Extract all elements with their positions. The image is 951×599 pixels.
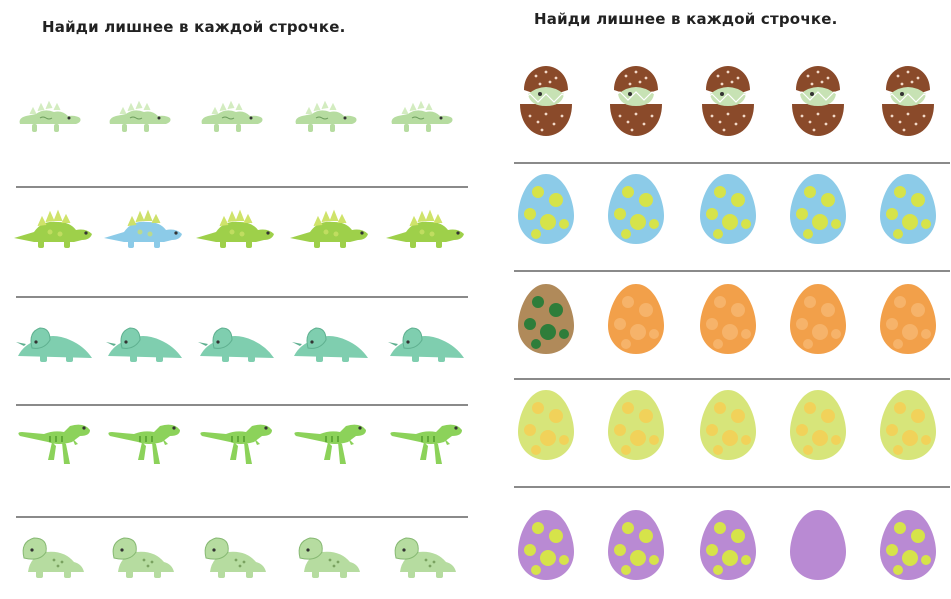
stegosaurus-icon [104,100,184,140]
dinosaur-stegosaurus [196,100,276,140]
egg-blue-spotted-egg [788,172,848,246]
egg-blue-spotted-egg [516,172,576,246]
dinosaur-baby-triceratops [104,532,178,580]
dinosaur-baby-triceratops [14,532,88,580]
dinosaur-stegosaurus [290,208,370,250]
dinosaur-t-rex [14,420,96,468]
right-page-title: Найди лишнее в каждой строчке. [534,10,838,28]
dinosaur-stegosaurus [14,100,94,140]
row-divider-line [514,486,950,488]
egg-hatching-egg [878,64,938,138]
stegosaurus-icon [104,208,184,250]
hatching-egg-icon [878,64,938,138]
right-worksheet-page [480,0,951,599]
egg-purple-spotted-egg [788,508,848,582]
hatching-egg-icon [516,64,576,138]
dinosaur-triceratops [14,318,96,364]
yellow-green-egg-icon [606,388,666,462]
dinosaur-triceratops [386,318,468,364]
egg-purple-spotted-egg [878,508,938,582]
blue-spotted-egg-icon [606,172,666,246]
purple-spotted-egg-icon [516,508,576,582]
purple-spotted-egg-icon [606,508,666,582]
egg-purple-spotted-egg [516,508,576,582]
egg-purple-spotted-egg [698,508,758,582]
baby-triceratops-icon [196,532,270,580]
dinosaur-t-rex [290,420,372,468]
t-rex-icon [104,420,186,468]
dinosaur-stegosaurus [14,208,94,250]
dinosaur-stegosaurus [104,100,184,140]
triceratops-icon [14,318,96,364]
yellow-green-egg-icon [698,388,758,462]
yellow-green-egg-icon [516,388,576,462]
dinosaur-baby-triceratops [386,532,460,580]
yellow-green-egg-icon [878,388,938,462]
yellow-green-egg-icon [788,388,848,462]
baby-triceratops-icon [104,532,178,580]
egg-yellow-green-egg [698,388,758,462]
dinosaur-stegosaurus [290,100,370,140]
triceratops-icon [290,318,372,364]
row-divider-line [16,296,468,298]
orange-spotted-egg-icon [516,282,576,356]
blue-spotted-egg-icon [698,172,758,246]
dinosaur-triceratops [196,318,278,364]
t-rex-icon [290,420,372,468]
egg-blue-spotted-egg [698,172,758,246]
egg-yellow-green-egg [788,388,848,462]
egg-yellow-green-egg [606,388,666,462]
dinosaur-stegosaurus [386,100,466,140]
triceratops-icon [104,318,186,364]
dinosaur-triceratops [104,318,186,364]
egg-orange-spotted-egg [606,282,666,356]
orange-spotted-egg-icon [698,282,758,356]
dinosaur-stegosaurus [196,208,276,250]
stegosaurus-icon [196,100,276,140]
row-divider-line [16,404,468,406]
dinosaur-baby-triceratops [290,532,364,580]
t-rex-icon [196,420,278,468]
dinosaur-t-rex [104,420,186,468]
dinosaur-stegosaurus [104,208,184,250]
stegosaurus-icon [14,208,94,250]
row-divider-line [514,270,950,272]
orange-spotted-egg-icon [606,282,666,356]
orange-spotted-egg-icon [788,282,848,356]
t-rex-icon [386,420,468,468]
egg-hatching-egg [698,64,758,138]
t-rex-icon [14,420,96,468]
dinosaur-baby-triceratops [196,532,270,580]
purple-spotted-egg-icon [698,508,758,582]
egg-yellow-green-egg [878,388,938,462]
row-divider-line [16,186,468,188]
stegosaurus-icon [386,208,466,250]
dinosaur-triceratops [290,318,372,364]
egg-orange-spotted-egg [878,282,938,356]
row-divider-line [16,516,468,518]
baby-triceratops-icon [14,532,88,580]
egg-hatching-egg [606,64,666,138]
dinosaur-t-rex [196,420,278,468]
egg-blue-spotted-egg [878,172,938,246]
egg-hatching-egg [516,64,576,138]
baby-triceratops-icon [386,532,460,580]
blue-spotted-egg-icon [878,172,938,246]
stegosaurus-icon [290,100,370,140]
dinosaur-stegosaurus [386,208,466,250]
blue-spotted-egg-icon [516,172,576,246]
row-divider-line [514,378,950,380]
egg-orange-spotted-egg [516,282,576,356]
egg-blue-spotted-egg [606,172,666,246]
stegosaurus-icon [290,208,370,250]
egg-orange-spotted-egg [698,282,758,356]
stegosaurus-icon [386,100,466,140]
row-divider-line [514,162,950,164]
egg-yellow-green-egg [516,388,576,462]
stegosaurus-icon [14,100,94,140]
baby-triceratops-icon [290,532,364,580]
purple-spotted-egg-icon [788,508,848,582]
hatching-egg-icon [698,64,758,138]
blue-spotted-egg-icon [788,172,848,246]
triceratops-icon [386,318,468,364]
egg-purple-spotted-egg [606,508,666,582]
stegosaurus-icon [196,208,276,250]
left-page-title: Найди лишнее в каждой строчке. [42,18,346,36]
egg-orange-spotted-egg [788,282,848,356]
dinosaur-t-rex [386,420,468,468]
purple-spotted-egg-icon [878,508,938,582]
triceratops-icon [196,318,278,364]
hatching-egg-icon [606,64,666,138]
egg-hatching-egg [788,64,848,138]
orange-spotted-egg-icon [878,282,938,356]
hatching-egg-icon [788,64,848,138]
